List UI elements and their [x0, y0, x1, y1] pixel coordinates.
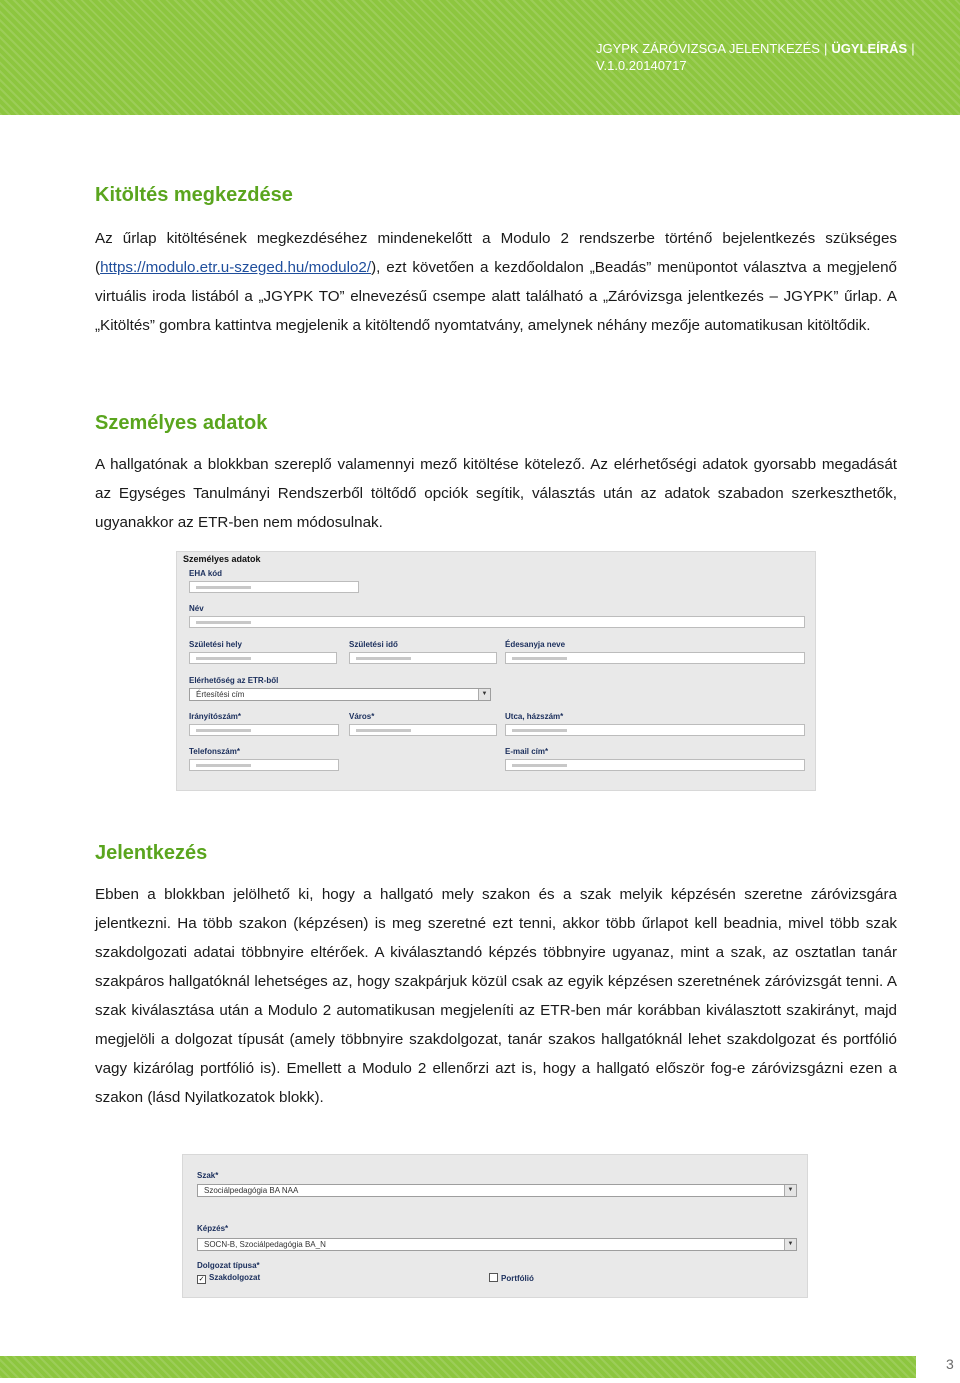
- footer-bar: [0, 1356, 916, 1378]
- label-birth-time: Születési idő: [349, 640, 398, 649]
- label-contact: Elérhetőség az ETR-ből: [189, 676, 279, 685]
- input-street: [505, 724, 805, 736]
- label-phone: Telefonszám*: [189, 747, 240, 756]
- label-street: Utca, házszám*: [505, 712, 564, 721]
- chevron-down-icon: ▼: [784, 1239, 796, 1250]
- input-birth-time: [349, 652, 497, 664]
- personal-data-form-image: [176, 551, 816, 791]
- input-mother: [505, 652, 805, 664]
- input-email: [505, 759, 805, 771]
- label-kepzes: Képzés*: [197, 1224, 229, 1233]
- checkbox-szakdolgozat-label: Szakdolgozat: [209, 1273, 261, 1282]
- label-zip: Irányítószám*: [189, 712, 242, 721]
- select-contact-value: Értesítési cím: [196, 690, 245, 699]
- para-jelentkezes: Ebben a blokkban jelölhető ki, hogy a hallgató mely szakon és a szak melyik képzésén szeretne záróvizsgára jelentkezni. Ha több szakon (képzésen) is meg szeretné ezt tenni, akkor több űrlapot kell beadnia, mivel több szak szakdolgozati adatai többnyire eltérőek. A kiválasztandó képzés többnyire ugyanaz, mint a szak, az osztatlan tanár szakpáros hallgatóknál lehetséges az, hogy szakpárjuk közül csak az egyik képzésen szeretnének záróvizsgát tenni. A szak kiválasztása után a Modulo 2 automatikusan megjeleníti az ETR-ben már korábban kiválasztott szakirányt, majd megjelöli a dolgozat típusát (amely többnyire szakdolgozat, tanár szakos hallgatóknál lehet szakdolgozat és portfólió vagy kizárólag portfólió is). Emellett a Modulo 2 ellenőrzi azt is, hogy a hallgató először fog-e záróvizsgázni ezen a szakon (lásd Nyilatkozatok blokk).: [95, 886, 897, 1106]
- chevron-down-icon: ▼: [784, 1185, 796, 1196]
- input-eha: [189, 581, 359, 593]
- heading-kitoltes: Kitöltés megkezdése: [95, 184, 293, 206]
- para-text-1: Az űrlap kitöltésének megkezdéséhez mindenekelőtt a Modulo 2 rendszerbe történő bejelentkezés szükséges (: [95, 230, 897, 276]
- page-number: 3: [946, 1356, 954, 1372]
- label-szak: Szak*: [197, 1171, 219, 1180]
- doc-version: V.1.0.20140717: [596, 58, 687, 73]
- label-mother: Édesanyja neve: [505, 640, 566, 649]
- checkbox-portfolio: [489, 1273, 534, 1283]
- label-tipus: Dolgozat típusa*: [197, 1261, 260, 1270]
- checkmark-icon: ✓: [198, 1276, 205, 1283]
- para-szemelyes: A hallgatónak a blokkban szereplő valamennyi mező kitöltése kötelező. Az elérhetőségi adatok gyorsabb megadását az Egységes Tanulmányi Rendszerből töltődő opciók segítik, választás után az adatok szabadon szerkeszthetők, ugyanakkor az ETR-ben nem módosulnak.: [95, 456, 897, 531]
- select-kepzes: [197, 1238, 797, 1251]
- doc-section: ÜGYLEÍRÁS: [831, 41, 908, 56]
- select-kepzes-value: SOCN-B, Szociálpedagógia BA_N: [204, 1240, 326, 1249]
- checkbox-empty-icon: [489, 1273, 498, 1282]
- select-szak: [197, 1184, 797, 1197]
- input-zip: [189, 724, 339, 736]
- input-phone: [189, 759, 339, 771]
- modulo-link[interactable]: https://modulo.etr.u-szeged.hu/modulo2/: [100, 259, 372, 276]
- chevron-down-icon: ▼: [478, 689, 490, 700]
- running-header: JGYPK ZÁRÓVIZSGA JELENTKEZÉS | ÜGYLEÍRÁS | V.1.0.20140717: [596, 40, 919, 74]
- doc-title: JGYPK ZÁRÓVIZSGA JELENTKEZÉS: [596, 41, 820, 56]
- application-form-image: [182, 1154, 808, 1298]
- para-text-2: ), ezt követően a kezdőoldalon „Beadás” menüpontot választva a megjelenő virtuális iroda listából a „JGYPK TO” elnevezésű csempe alatt található a „Záróvizsga jelentkezés – JGYPK” űrlap. A „Kitöltés” gombra kattintva megjelenik a kitöltendő nyomtatvány, amelynek néhány mezője automatikusan kitöltődik.: [95, 259, 897, 334]
- checkbox-szakdolgozat: [197, 1273, 260, 1284]
- para-kitoltes: [95, 224, 897, 340]
- label-email: E-mail cím*: [505, 747, 549, 756]
- heading-szemelyes: Személyes adatok: [95, 412, 268, 434]
- label-eha: EHA kód: [189, 569, 223, 578]
- label-birth-place: Születési hely: [189, 640, 242, 649]
- select-contact: [189, 688, 491, 701]
- label-city: Város*: [349, 712, 375, 721]
- input-city: [349, 724, 497, 736]
- input-name: [189, 616, 805, 628]
- heading-jelentkezes: Jelentkezés: [95, 842, 208, 864]
- checkbox-portfolio-label: Portfólió: [501, 1274, 534, 1283]
- form-title: Személyes adatok: [183, 554, 261, 564]
- label-name: Név: [189, 604, 204, 613]
- input-birth-place: [189, 652, 337, 664]
- select-szak-value: Szociálpedagógia BA NAA: [204, 1186, 299, 1195]
